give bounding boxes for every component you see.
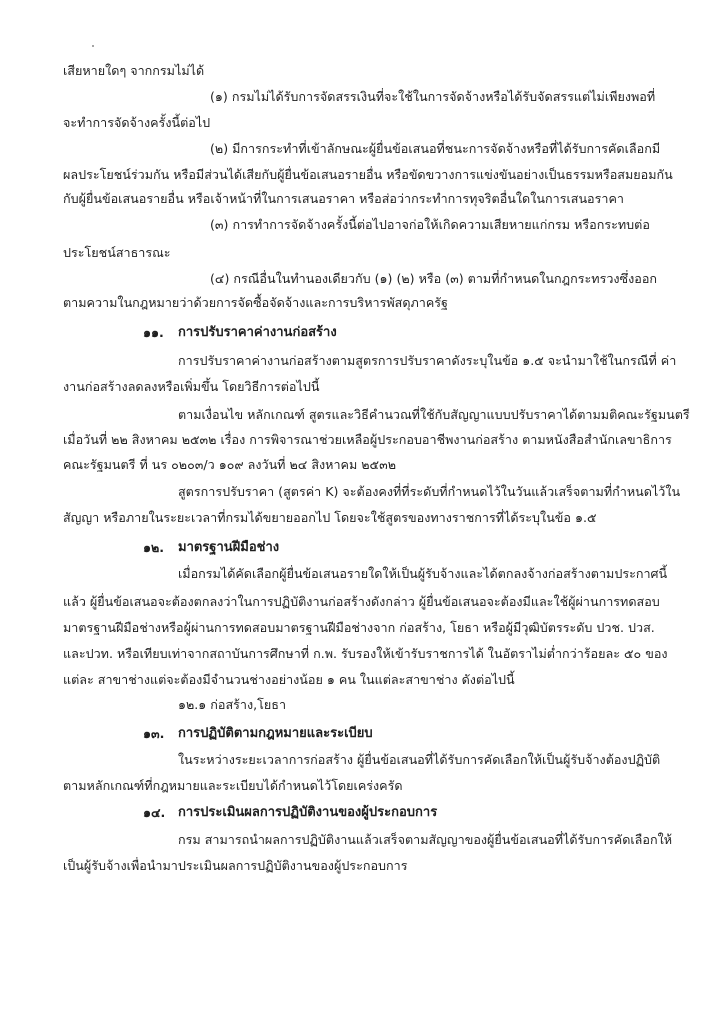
text-line: ผลประโยชน์ร่วมกัน หรือมีส่วนได้เสียกับผู้ยื่นข้อเสนอรายอื่น หรือขัดขวางการแข่งขันอย่างเป็นธรรมหรือสมยอมกัน [63, 167, 673, 182]
text-line: เสียหายใดๆ จากกรมไม่ได้ [63, 63, 205, 78]
text-line: สูตรการปรับราคา (สูตรค่า K) จะต้องคงที่ที่ระดับที่กำหนดไว้ในวันแล้วเสร็จตามที่กำหนดไว้ใน [178, 484, 681, 499]
text-line: ตามความในกฎหมายว่าด้วยการจัดซื้อจัดจ้างและการบริหารพัสดุภาครัฐ [63, 295, 449, 310]
section-number: ๑๑. [143, 325, 164, 340]
text-line: กับผู้ยื่นข้อเสนอรายอื่น หรือเจ้าหน้าที่ในการเสนอราคา หรือส่อว่ากระทำการทุจริตอื่นใดในการเสนอราคา [63, 191, 624, 206]
text-line: (๓) การทำการจัดจ้างครั้งนี้ต่อไปอาจก่อให้เกิดความเสียหายแก่กรม หรือกระทบต่อ [210, 217, 650, 232]
section-heading: การปฏิบัติตามกฎหมายและระเบียบ [178, 726, 373, 741]
text-line: ในระหว่างระยะเวลาการก่อสร้าง ผู้ยื่นข้อเสนอที่ได้รับการคัดเลือกให้เป็นผู้รับจ้างต้องปฏิบัติ [178, 752, 661, 767]
text-line: (๒) มีการกระทำที่เข้าลักษณะผู้ยื่นข้อเสนอที่ชนะการจัดจ้างหรือที่ได้รับการคัดเลือกมี [210, 141, 661, 156]
text-line: (๑) กรมไม่ได้รับการจัดสรรเงินที่จะใช้ในการจัดจ้างหรือได้รับจัดสรรแต่ไม่เพียงพอที่ [210, 89, 656, 104]
text-line: เมื่อกรมได้คัดเลือกผู้ยื่นข้อเสนอรายใดให้เป็นผู้รับจ้างและได้ตกลงจ้างก่อสร้างตามประกาศนี้ [178, 566, 668, 581]
text-line: และปวท. หรือเทียบเท่าจากสถาบันการศึกษาที่ ก.พ. รับรองให้เข้ารับราชการได้ ในอัตราไม่ต่ำกว่าร้อยละ ๕๐ ของ [63, 646, 668, 661]
text-line: ๑๒.๑ ก่อสร้าง,โยธา [178, 697, 287, 712]
text-line: จะทำการจัดจ้างครั้งนี้ต่อไป [63, 115, 211, 130]
text-line: งานก่อสร้างลดลงหรือเพิ่มขึ้น โดยวิธีการต่อไปนี้ [63, 379, 320, 394]
text-line: การปรับราคาค่างานก่อสร้างตามสูตรการปรับราคาดังระบุในข้อ ๑.๕ จะนำมาใช้ในกรณีที่ ค่า [178, 353, 677, 368]
scan-speck [92, 45, 94, 47]
text-line: กรม สามารถนำผลการปฏิบัติงานแล้วเสร็จตามสัญญาของผู้ยื่นข้อเสนอที่ได้รับการคัดเลือกให้ [178, 832, 673, 847]
text-line: มาตรฐานฝีมือช่างหรือผู้ผ่านการทดสอบมาตรฐานฝีมือช่างจาก ก่อสร้าง, โยธา หรือผู้มีวุฒิบัตรระดับ ปวช. ปวส. [63, 620, 655, 635]
text-line: แต่ละ สาขาช่างแต่จะต้องมีจำนวนช่างอย่างน้อย ๑ คน ในแต่ละสาขาช่าง ดังต่อไปนี้ [63, 672, 515, 687]
text-line: คณะรัฐมนตรี ที่ นร ๐๒๐๓/ว ๑๐๙ ลงวันที่ ๒๔ สิงหาคม ๒๕๓๒ [63, 457, 397, 472]
text-line: เมื่อวันที่ ๒๒ สิงหาคม ๒๕๓๒ เรื่อง การพิจารณาช่วยเหลือผู้ประกอบอาชีพงานก่อสร้าง ตามหนังสือสำนักเลขาธิการ [63, 432, 672, 447]
text-line: สัญญา หรือภายในระยะเวลาที่กรมได้ขยายออกไป โดยจะใช้สูตรของทางราชการที่ได้ระบุในข้อ ๑.๕ [63, 510, 597, 525]
section-heading: การปรับราคาค่างานก่อสร้าง [178, 325, 337, 340]
text-line: แล้ว ผู้ยื่นข้อเสนอจะต้องตกลงว่าในการปฏิบัติงานก่อสร้างดังกล่าว ผู้ยื่นข้อเสนอจะต้องมีและใช้ผู้ผ่านการทดสอบ [63, 594, 660, 609]
text-line: (๔) กรณีอื่นในทำนองเดียวกับ (๑) (๒) หรือ (๓) ตามที่กำหนดในกฎกระทรวงซึ่งออก [210, 271, 658, 286]
section-number: ๑๒. [143, 540, 165, 555]
section-number: ๑๓. [143, 726, 165, 741]
text-line: ประโยชน์สาธารณะ [63, 245, 171, 260]
section-number: ๑๔. [143, 805, 166, 820]
text-line: ตามหลักเกณฑ์ที่กฎหมายและระเบียบได้กำหนดไว้โดยเคร่งครัด [63, 778, 403, 793]
section-heading: การประเมินผลการปฏิบัติงานของผู้ประกอบการ [178, 805, 438, 820]
text-line: ตามเงื่อนไข หลักเกณฑ์ สูตรและวิธีคำนวณที่ใช้กับสัญญาแบบปรับราคาได้ตามมติคณะรัฐมนตรี [178, 407, 690, 422]
section-heading: มาตรฐานฝีมือช่าง [178, 540, 280, 555]
text-line: เป็นผู้รับจ้างเพื่อนำมาประเมินผลการปฏิบัติงานของผู้ประกอบการ [63, 858, 408, 873]
